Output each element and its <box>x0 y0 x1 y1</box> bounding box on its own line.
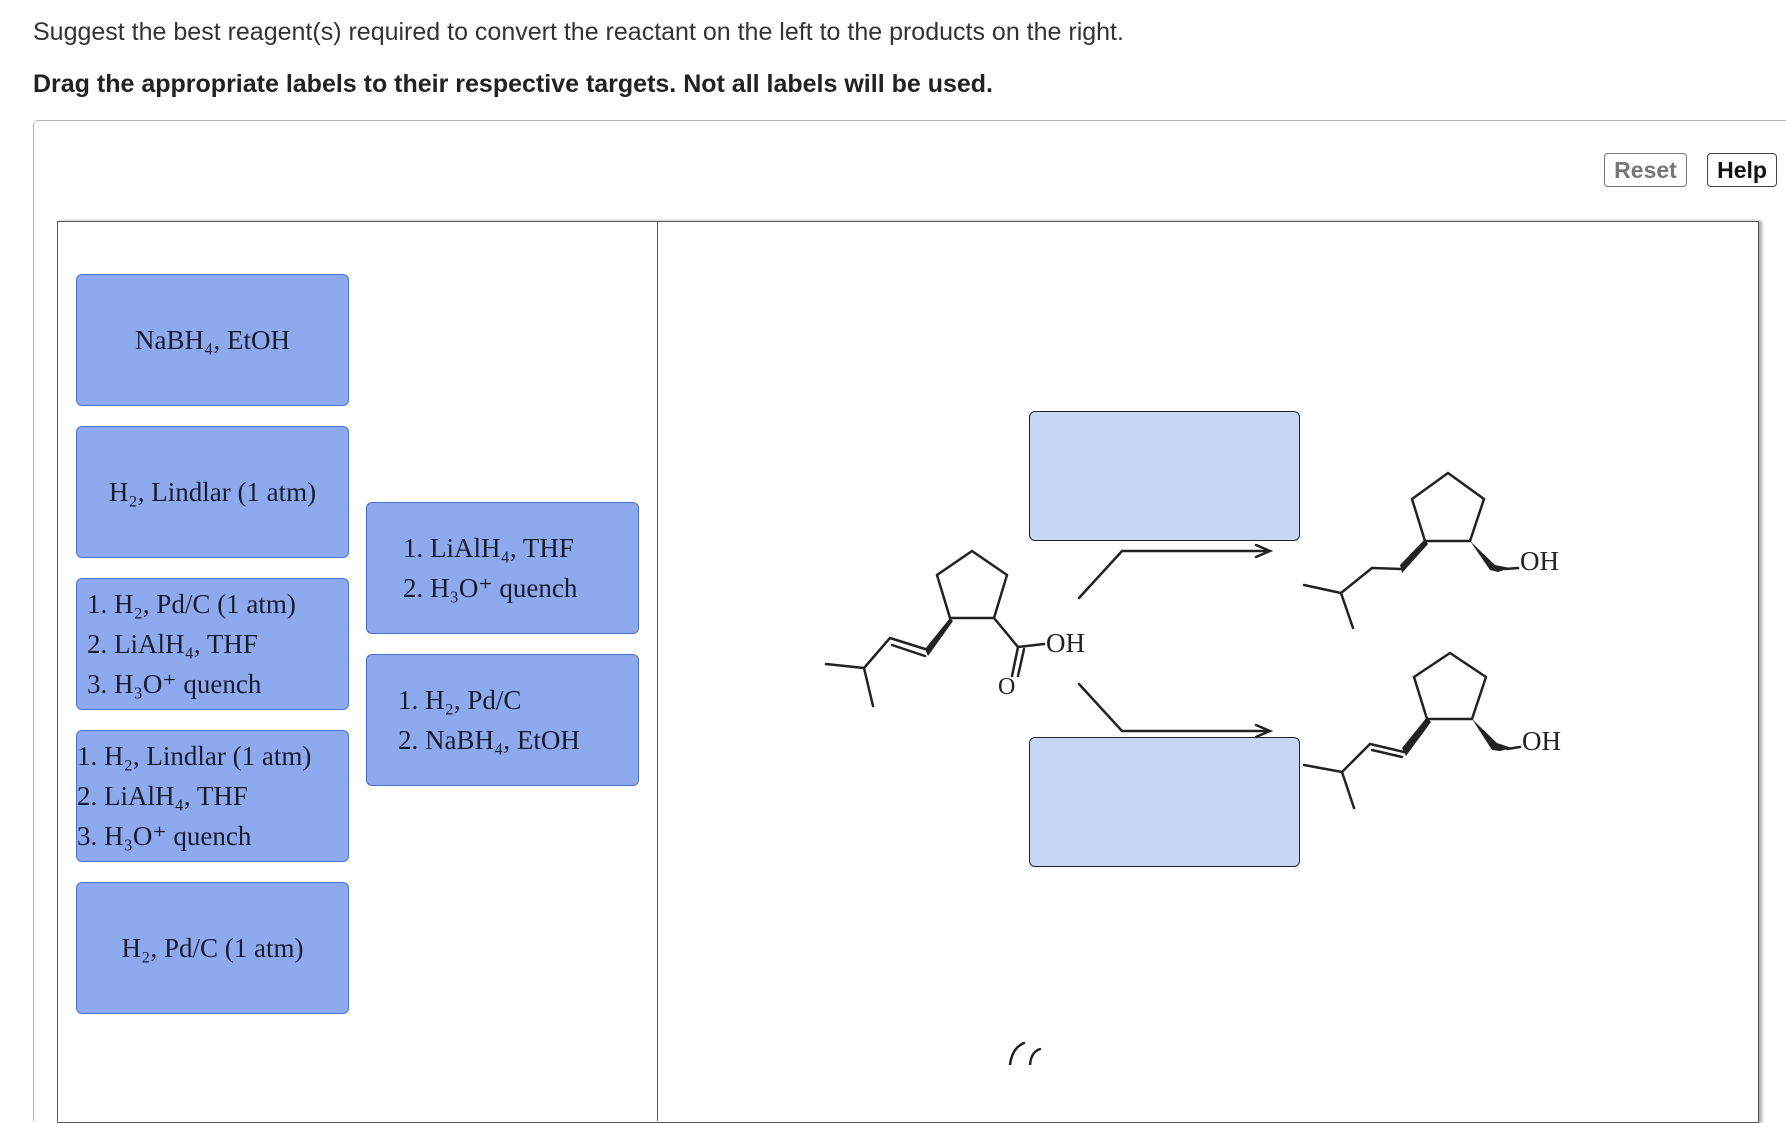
reset-button[interactable]: Reset <box>1604 153 1687 187</box>
label-step: 2. LiAlH₄, THF <box>87 629 258 659</box>
help-button[interactable]: Help <box>1707 153 1777 187</box>
drop-target-bottom[interactable] <box>1029 737 1300 867</box>
reactant-o-label: O <box>998 674 1016 700</box>
reaction-arrows <box>1079 545 1270 737</box>
label-step: 3. H₃O⁺ quench <box>87 669 262 699</box>
label-text: H₂, Lindlar (1 atm) <box>108 476 317 507</box>
label-step: 3. H₃O⁺ quench <box>77 821 252 851</box>
question-text: Suggest the best reagent(s) required to convert the reactant on the left to the products on the right. <box>33 18 1124 46</box>
product-bottom-oh-label: OH <box>1522 726 1561 756</box>
label-step: 1. H₂, Pd/C <box>398 685 522 715</box>
reactant-oh-label: OH <box>1046 628 1085 658</box>
product-bottom-structure <box>1304 653 1520 808</box>
drop-target-top[interactable] <box>1029 411 1300 541</box>
label-step: 1. H₂, Lindlar (1 atm) <box>77 741 312 771</box>
product-top-oh-label: OH <box>1520 546 1559 576</box>
label-text: H₂, Pd/C (1 atm) <box>121 932 304 963</box>
label-step: 1. H₂, Pd/C (1 atm) <box>87 589 296 619</box>
label-step: 2. LiAlH₄, THF <box>77 781 248 811</box>
label-step: 1. LiAlH₄, THF <box>403 533 574 563</box>
label-step: 2. H₃O⁺ quench <box>403 573 578 603</box>
directions-text: Drag the appropriate labels to their respective targets. Not all labels will be used. <box>33 70 993 98</box>
label-text: NaBH₄, EtOH <box>135 324 290 355</box>
partial-structure-fragment <box>1010 1043 1040 1065</box>
label-step: 2. NaBH₄, EtOH <box>398 725 580 755</box>
product-top-structure <box>1304 473 1518 628</box>
